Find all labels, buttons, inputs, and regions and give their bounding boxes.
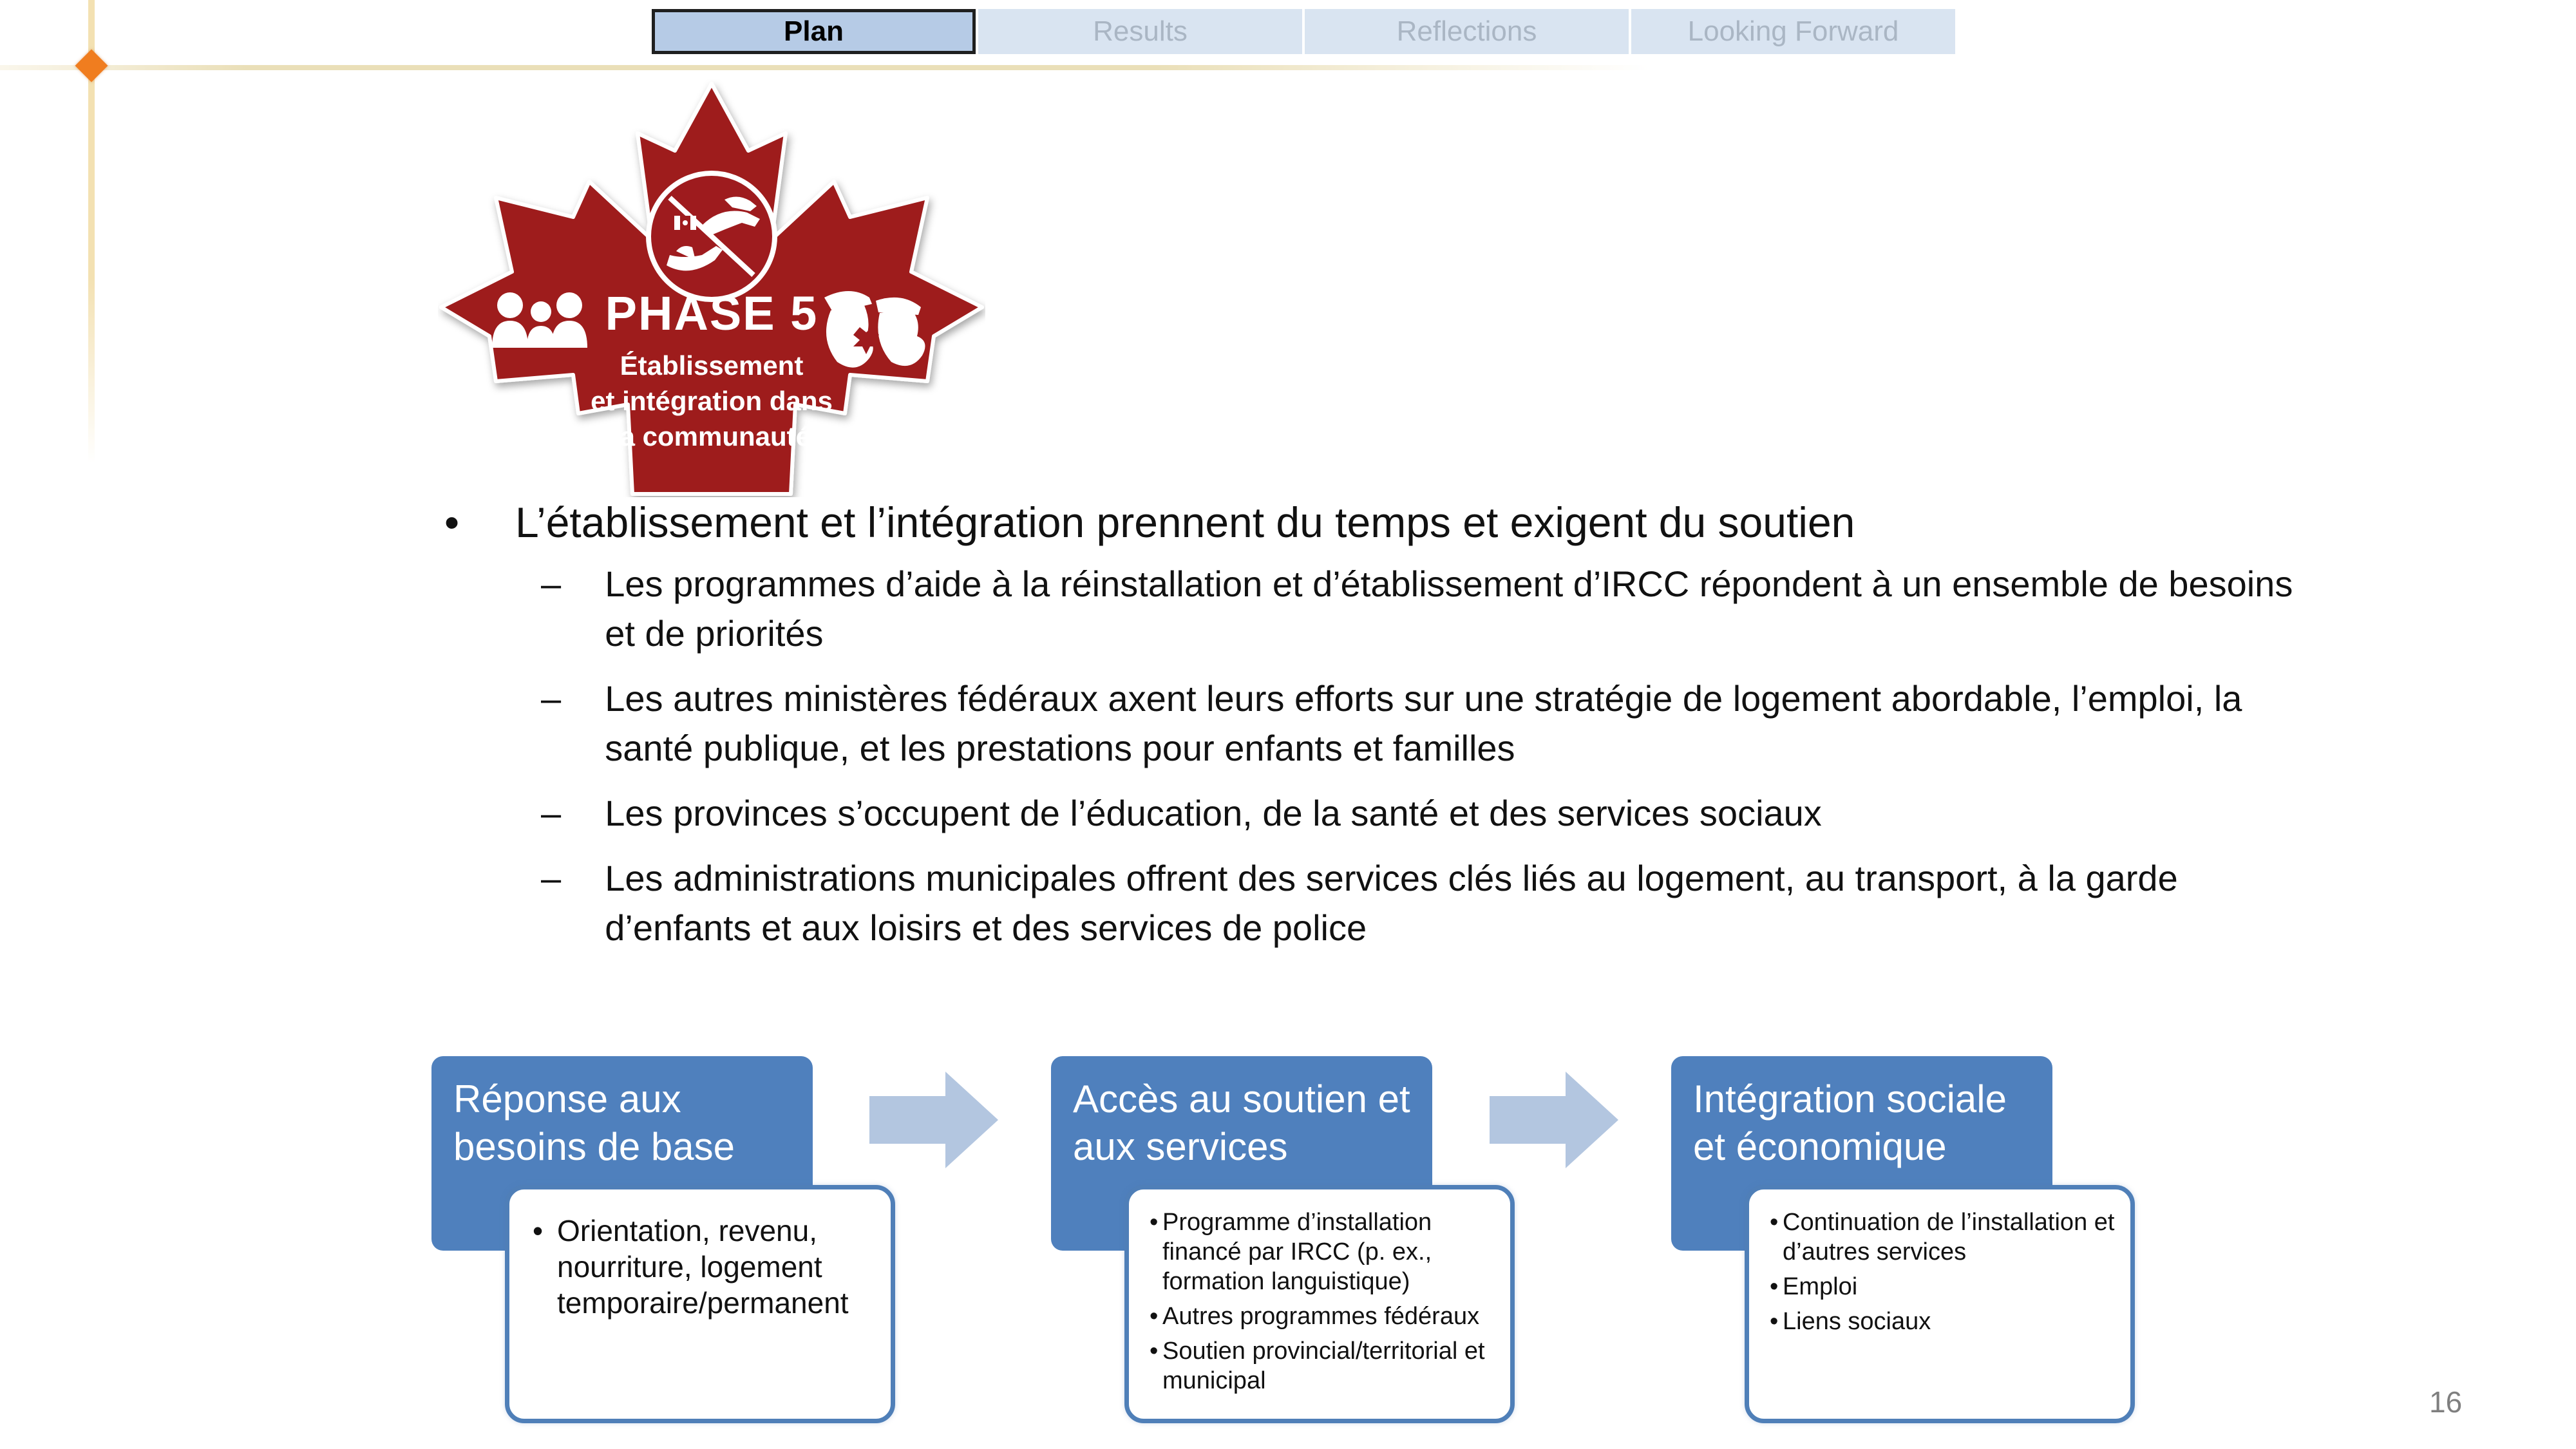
- flow-detail-integration: [1745, 1185, 2135, 1423]
- main-bullet: [431, 496, 2299, 549]
- sub-bullet: [541, 788, 2299, 838]
- flow-detail-item: [533, 1213, 871, 1321]
- sub-bullet: [541, 559, 2299, 658]
- flow-detail-text: Continuation de l’installation et d’autres services: [1783, 1209, 2115, 1265]
- phase-badge: [438, 79, 985, 497]
- flow-detail-item: [1770, 1307, 2117, 1336]
- flow-detail-text: Liens sociaux: [1783, 1308, 1931, 1335]
- bullet-dot: •: [1770, 1209, 1779, 1236]
- sub-bullet: [541, 674, 2299, 773]
- tab-plan[interactable]: Plan: [652, 9, 976, 54]
- sub-bullet-text: Les programmes d’aide à la réinstallation et d’établissement d’IRCC répondent à un ensemble de besoins et de priorités: [605, 564, 2293, 654]
- flow-detail-item: [1770, 1272, 2117, 1302]
- phase-subtitle-line: et intégration dans: [591, 386, 833, 416]
- flow-step-title: Réponse aux besoins de base: [453, 1077, 735, 1168]
- main-bullet-text: L’établissement et l’intégration prennent du temps et exigent du soutien: [515, 498, 1855, 546]
- sub-bullet-text: Les autres ministères fédéraux axent leurs efforts sur une stratégie de logement abordable, l’emploi, la santé publique, et les prestations pour enfants et familles: [605, 678, 2242, 768]
- phase-title: PHASE 5: [605, 287, 819, 340]
- flow-detail-text: Orientation, revenu, nourriture, logement temporaire/permanent: [557, 1214, 849, 1320]
- flow-detail-item: [1150, 1336, 1497, 1396]
- flow-detail-item: [1150, 1302, 1497, 1331]
- flow-step-title: Accès au soutien et aux services: [1073, 1077, 1410, 1168]
- bullet-dot: •: [533, 1214, 544, 1247]
- section-nav: [652, 9, 1955, 54]
- bullet-dash: –: [541, 564, 562, 604]
- hands-icon: [649, 173, 775, 299]
- sub-bullet-text: Les administrations municipales offrent des services clés liés au logement, au transport, à la garde d’enfants et aux loisirs et des services de police: [605, 858, 2178, 948]
- tab-reflections[interactable]: Reflections: [1305, 9, 1629, 54]
- tab-results[interactable]: Results: [978, 9, 1302, 54]
- bullet-dot: •: [1150, 1338, 1159, 1365]
- arrow-right-icon: [869, 1072, 998, 1168]
- bullet-dash: –: [541, 793, 562, 833]
- orange-diamond-marker: [75, 50, 108, 82]
- phase-subtitle: [438, 348, 985, 454]
- arrow-right-icon: [1490, 1072, 1618, 1168]
- flow-detail-text: Soutien provincial/territorial et municipal: [1162, 1338, 1485, 1394]
- decorative-horizontal-line: [0, 65, 1649, 70]
- flow-detail-item: [1150, 1208, 1497, 1296]
- page-number: 16: [2429, 1385, 2463, 1419]
- phase-subtitle-line: Établissement: [620, 350, 804, 381]
- bullet-dot: •: [1150, 1209, 1159, 1236]
- flow-detail-text: Autres programmes fédéraux: [1162, 1303, 1480, 1330]
- bullet-dash: –: [541, 678, 562, 719]
- bullet-dot: •: [1150, 1303, 1159, 1330]
- bullet-dot: •: [1770, 1273, 1779, 1300]
- tab-looking-forward[interactable]: Looking Forward: [1631, 9, 1955, 54]
- flow-detail-basic-needs: [505, 1185, 895, 1423]
- bullet-dash: –: [541, 858, 562, 898]
- flow-detail-text: Programme d’installation financé par IRCC (p. ex., formation languistique): [1162, 1209, 1432, 1295]
- sub-bullet-text: Les provinces s’occupent de l’éducation, de la santé et des services sociaux: [605, 793, 1822, 833]
- bullet-list: [431, 496, 2299, 968]
- bullet-dot: •: [444, 498, 460, 546]
- phase-subtitle-line: la communauté: [612, 421, 811, 451]
- flow-step-title: Intégration sociale et économique: [1693, 1077, 2007, 1168]
- flow-detail-item: [1770, 1208, 2117, 1267]
- bullet-dot: •: [1770, 1308, 1779, 1335]
- flow-detail-support-access: [1124, 1185, 1515, 1423]
- sub-bullet: [541, 853, 2299, 952]
- flow-detail-text: Emploi: [1783, 1273, 1858, 1300]
